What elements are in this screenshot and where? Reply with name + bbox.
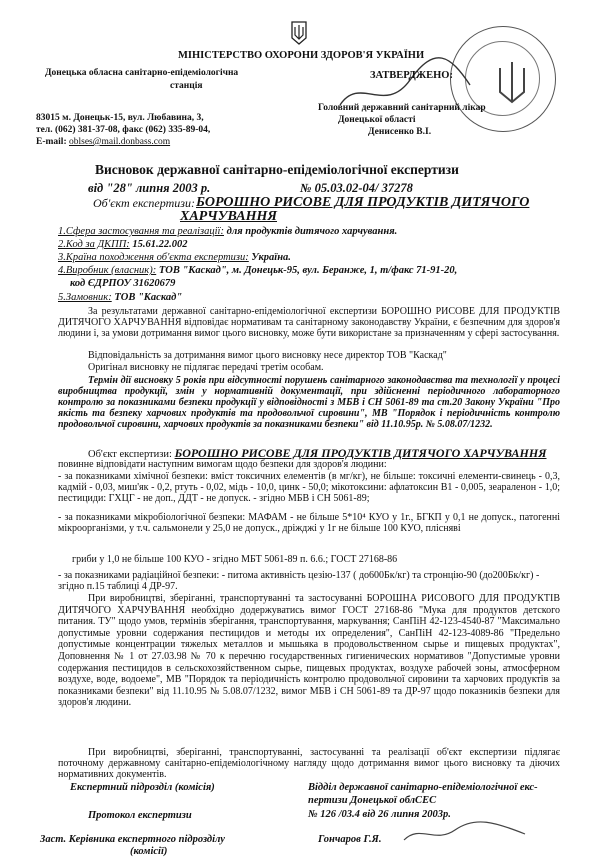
- item-producer-code: код ЄДРПОУ 31620679: [70, 278, 176, 289]
- footer-protocol: Протокол експертизи: [88, 810, 192, 821]
- microbiological-safety-2: гриби у 1,0 не більше 100 КУО - згідно МБТ 5061-89 п. 6.6.; ГОСТ 27168-86: [72, 554, 398, 565]
- item-code: 2.Код за ДКПП: 15.61.22.002: [58, 239, 188, 250]
- email-label: E-mail:: [36, 137, 67, 147]
- approver-region: Донецької області: [338, 115, 416, 125]
- requirements-intro: повинне відповідати наступним вимогам щодо безпеки для здоров'я людини:: [58, 459, 387, 470]
- paragraph-supervision: При виробництві, зберіганні, транспортуванні, застосуванні та реалізації об'єкт експертизи підлягає поточному державному санітарно-епідеміологічному нагляду щодо дотримання вимог цього висновку та діючих нормативних документів.: [58, 747, 560, 780]
- address-line-2: тел. (062) 381-37-08, факс (062) 335-89-04,: [36, 125, 211, 135]
- date-line: від "28" липня 2003 р.: [88, 181, 211, 195]
- paragraph-storage: При виробництві, зберіганні, транспортуванні та застосуванні БОРОШНА РИСОВОГО ДЛЯ ПРОДУКТІВ ДИТЯЧОГО ХАРЧУВАННЯ необхідно додержуватись вимог ГОСТ 27168-86 "Мука для продуктов детского питания. ТУ" щодо умов, термінів зберігання, транспортування, маркування; СанПіН 42-123-4540-87 "Максимально допустимые уровни содержания пестицидов и методы их определения", СанПіН 42-123-4089-86 "Предельно допустимые концентрации тяжелых металлов и мышьяка в продовольственном сырье и пищевых продуктах", Доповнення № 1 от 27.03.98 № 70 к перечню государственных гигиенических нормативов "Допустимые уровни содержания пестицидов в сельскохозяйственном сырье, пищевых продуктах, воздухе рабочей зоны, атмосферном воздухе, воде, водоеме", МВ "Порядок та періодичність контролю продовольчої сировини та харчових продуктів за показниками безпеки" від 11.10.95 № 5.08.07/1232, вимог МБВ і СН 5061-89 та ДР-97 щодо показників безпеки для здоров'я людини.: [58, 593, 560, 709]
- station-name-2: станція: [170, 81, 203, 91]
- item-producer: 4.Виробник (власник): ТОВ "Каскад", м. Донецьк-95, вул. Беранже, 1, т/факс 71-91-20,: [58, 265, 458, 276]
- object-value-2: ХАРЧУВАННЯ: [180, 209, 278, 224]
- approved-label: ЗАТВЕРДЖЕНО:: [370, 70, 453, 81]
- trident-emblem-icon: [290, 20, 308, 46]
- trident-seal-icon: [492, 58, 532, 106]
- email-link[interactable]: oblses@mail.donbass.com: [68, 137, 171, 147]
- item-country: 3.Країна походження об'єкта експертизи: Україна.: [58, 252, 291, 263]
- radiation-safety: - за показниками радіаційної безпеки: - питома активність цезію-137 ( до600Бк/кг) та стронцію-90 (до200Бк/кг) - згідно п.15 таблиці 4 ДР-97.: [58, 570, 540, 592]
- footer-deputy-2: (комісії): [130, 846, 168, 857]
- paragraph-responsibility: Відповідальність за дотримання вимог цього висновку несе директор ТОВ "Каскад": [88, 350, 447, 361]
- footer-signature-icon: [400, 818, 530, 848]
- approver-title: Головний державний санітарний лікар: [318, 103, 486, 113]
- footer-deputy: Заст. Керівника експертного підрозділу: [40, 834, 225, 845]
- item-scope: 1.Сфера застосування та реалізації: для продуктів дитячого харчування.: [58, 226, 398, 237]
- microbiological-safety: - за показниками мікробіологічної безпеки: МАФАМ - не більше 5*10⁴ КУО у 1г., БГКП у 0,1 не допуск., патогенні мікроорганізми, у т.ч. сальмонели у 25,0 не допуск., дріжджі у 1г не більше 100 КУО, плісняві: [58, 512, 560, 534]
- paragraph-result: За результатами державної санітарно-епідеміологічної експертизи БОРОШНО РИСОВЕ ДЛЯ ПРОДУКТІВ ДИТЯЧОГО ХАРЧУВАННЯ відповідає нормативам та санітарному законодавству України, є безпечним для здоров'я людини і, за умови дотримання вимог цього висновку, може бути використане за призначенням у сфері застосування.: [58, 306, 560, 339]
- requirements-object: Об'єкт експертизи: БОРОШНО РИСОВЕ ДЛЯ ПРОДУКТІВ ДИТЯЧОГО ХАРЧУВАННЯ: [88, 446, 547, 460]
- footer-protocol-number: № 126 /03.4 від 26 липня 2003р.: [308, 809, 451, 820]
- paragraph-original: Оригінал висновку не підлягає передачі третім особам.: [88, 362, 324, 373]
- footer-department: Відділ державної санітарно-епідеміологічної екс-: [308, 782, 538, 793]
- item-customer: 5.Замовник: ТОВ "Каскад": [58, 292, 183, 303]
- footer-expert-unit: Експертний підрозділ (комісія): [70, 782, 215, 793]
- footer-signatory: Гончаров Г.Я.: [318, 834, 382, 845]
- chemical-safety: - за показниками хімічної безпеки: вміст токсичних елементів (в мг/кг), не більше: токсичні елементи-свинець - 0,3, кадмій - 0,03, миш'як - 0,2, ртуть - 0,02, мідь - 10,0, цинк - 50,0; мікотоксини: афлатоксин В1 - 0,005, зеараленон - 1,0; пестициди: ГХЦГ - не доп., ДДТ - не допуск. - згідно МБВ і СН 5061-89;: [58, 471, 560, 504]
- ministry-title: МІНІСТЕРСТВО ОХОРОНИ ЗДОРОВ'Я УКРАЇНИ: [178, 50, 425, 61]
- address-line-1: 83015 м. Донецьк-15, вул. Любавина, 3,: [36, 113, 204, 123]
- approver-name: Денисенко В.І.: [368, 127, 432, 137]
- email-row: [36, 137, 170, 147]
- number-line: № 05.03.02-04/ 37278: [300, 181, 413, 195]
- station-name: Донецька обласна санітарно-епідеміологічна: [45, 68, 239, 78]
- paragraph-validity: Термін дії висновку 5 років при відсутності порушень санітарного законодавства та технології у процесі виробництва продукції, змін у нормативній документації, при здійсненні періодичного лабораторного контролю за показниками безпеки продукції у відповідності з МБВ і СН 5061-89 та ст.20 Закону України "Про якість та безпеку харчових продуктів та продовольчої сировини", МВ "Порядок і періодичність контролю продовольчої сировини, харчових продуктів за показниками безпеки" від 11.10.95р. № 5.08.07/1232.: [58, 375, 560, 430]
- object-label: Об'єкт експертизи:: [93, 196, 195, 210]
- footer-department-2: пертизи Донецької облСЕС: [308, 795, 437, 806]
- conclusion-title: Висновок державної санітарно-епідеміологічної експертизи: [95, 162, 459, 177]
- object-value-1: БОРОШНО РИСОВЕ ДЛЯ ПРОДУКТІВ ДИТЯЧОГО: [196, 195, 530, 210]
